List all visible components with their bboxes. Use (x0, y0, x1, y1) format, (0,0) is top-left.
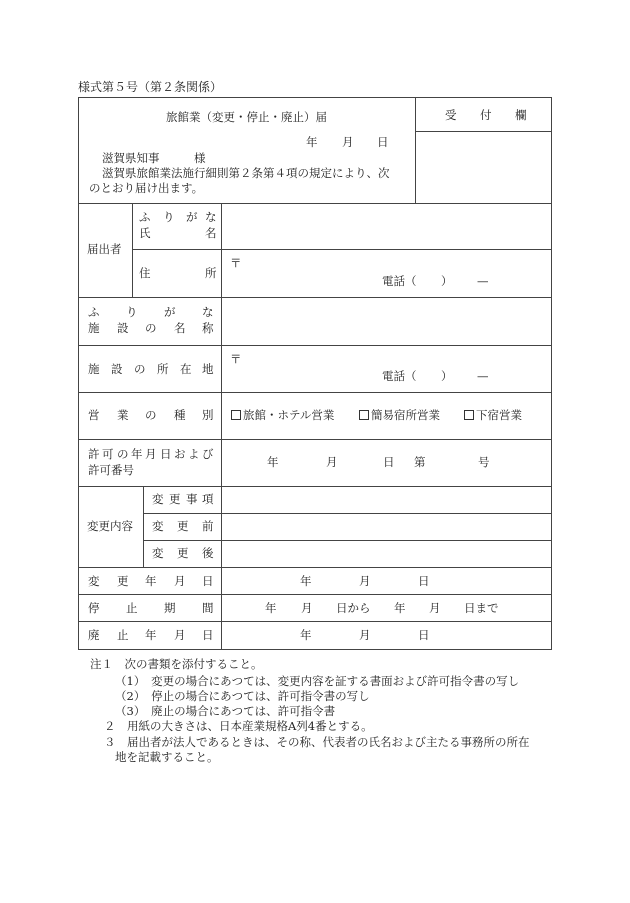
applicant-phone-label: 電話（ (382, 274, 417, 288)
permit-number-label: 許可番号 (88, 463, 134, 477)
reception-label-2: 付 (480, 108, 492, 122)
applicant-furigana-2: り (163, 210, 175, 224)
facility-name-label-4: 名 (174, 321, 186, 335)
date-year: 年 (306, 135, 318, 149)
date-month: 月 (342, 135, 354, 149)
permit-no-suffix: 号 (478, 455, 490, 469)
permit-month: 月 (326, 455, 338, 469)
permit-label-8: よ (188, 447, 200, 461)
suspension-label-1: 停 (88, 601, 100, 615)
note-3-line-2: 地を記載すること。 (115, 750, 219, 764)
option-label: 簡易宿所営業 (371, 408, 440, 422)
permit-no-prefix: 第 (414, 455, 426, 469)
change-date-label-3: 年 (145, 574, 157, 588)
checkbox-icon[interactable] (464, 410, 474, 420)
permit-day: 日 (383, 455, 395, 469)
applicant-furigana-4: な (205, 210, 217, 224)
note-1: 注１ 次の書類を添付すること。 (90, 657, 263, 671)
permit-label-9: び (202, 447, 214, 461)
suspension-from-day: 日から (336, 601, 371, 615)
location-phone-paren: ） (441, 369, 453, 383)
applicant-phone-paren: ） (441, 274, 453, 288)
suspension-from-month: 月 (301, 601, 313, 615)
suspension-label-4: 間 (202, 601, 214, 615)
change-date-day: 日 (418, 574, 430, 588)
permit-label-6: 日 (160, 447, 172, 461)
permit-label-7: お (174, 447, 186, 461)
location-label-4: 所 (157, 362, 169, 376)
option-label: 旅館・ホテル営業 (243, 408, 335, 422)
business-type-label-1: 営 (88, 408, 100, 422)
suspension-label-2: 止 (126, 601, 138, 615)
suspension-to-day: 日まで (464, 601, 499, 615)
location-postal-mark: 〒 (230, 352, 242, 366)
permit-label-1: 許 (88, 447, 100, 461)
change-date-label-4: 月 (174, 574, 186, 588)
statement-line-2: のとおり届け出ます。 (89, 181, 204, 195)
business-option-boarding[interactable] (464, 410, 522, 422)
abolition-label-4: 月 (174, 628, 186, 642)
abolition-label-5: 日 (202, 628, 214, 642)
applicant-furigana-1: ふ (139, 210, 151, 224)
facility-furigana-1: ふ (88, 305, 100, 319)
checkbox-icon[interactable] (231, 410, 241, 420)
facility-name-label-5: 称 (202, 321, 214, 335)
change-before-3: 前 (202, 519, 214, 533)
change-item-2: 更 (169, 492, 181, 506)
suspension-to-year: 年 (394, 601, 406, 615)
change-item-3: 事 (186, 492, 198, 506)
addressee: 滋賀県知事 様 (102, 151, 206, 165)
suspension-to-month: 月 (429, 601, 441, 615)
permit-year: 年 (267, 455, 279, 469)
facility-name-label-1: 施 (88, 321, 100, 335)
date-day: 日 (377, 135, 389, 149)
change-item-1: 変 (152, 492, 164, 506)
abolition-label-2: 止 (117, 628, 129, 642)
note-3-line-1: ３ 届出者が法人であるときは、その称、代表者の氏名および主たる事務所の所在 (104, 735, 530, 749)
change-before-2: 更 (177, 519, 189, 533)
business-type-label-2: 業 (117, 408, 129, 422)
change-after-2: 更 (177, 546, 189, 560)
permit-label-2: 可 (102, 447, 114, 461)
note-1-2: （2） 停止の場合にあつては、許可指令書の写し (115, 689, 370, 703)
business-type-label-3: の (145, 408, 157, 422)
change-date-month: 月 (359, 574, 371, 588)
change-date-label-1: 変 (88, 574, 100, 588)
applicant-phone-dash: — (477, 274, 489, 288)
reception-label-3: 欄 (515, 108, 527, 122)
abolition-year: 年 (300, 628, 312, 642)
reception-label-1: 受 (445, 108, 457, 122)
change-date-label-2: 更 (117, 574, 129, 588)
applicant-name-label-1: 氏 (139, 226, 151, 240)
applicant-furigana-3: が (186, 210, 198, 224)
permit-label-4: 年 (131, 447, 143, 461)
location-label-3: の (134, 362, 146, 376)
location-label-1: 施 (88, 362, 100, 376)
change-date-label-5: 日 (202, 574, 214, 588)
facility-name-label-2: 設 (117, 321, 129, 335)
abolition-month: 月 (359, 628, 371, 642)
suspension-from-year: 年 (265, 601, 277, 615)
checkbox-icon[interactable] (359, 410, 369, 420)
change-item-4: 項 (202, 492, 214, 506)
business-type-label-5: 別 (202, 408, 214, 422)
location-phone-dash: — (477, 369, 489, 383)
abolition-label-3: 年 (145, 628, 157, 642)
applicant-address-label-2: 所 (205, 266, 217, 280)
note-1-1: （1） 変更の場合にあつては、変更内容を証する書面および許可指令書の写し (115, 674, 520, 688)
applicant-label: 届出者 (87, 242, 122, 256)
facility-furigana-3: が (164, 305, 176, 319)
change-after-1: 変 (152, 546, 164, 560)
suspension-label-3: 期 (164, 601, 176, 615)
location-label-6: 地 (202, 362, 214, 376)
abolition-day: 日 (418, 628, 430, 642)
applicant-address-label-1: 住 (139, 266, 151, 280)
note-1-3: （3） 廃止の場合にあつては、許可指令書 (115, 704, 336, 718)
change-label: 変更内容 (87, 519, 133, 533)
change-after-3: 後 (202, 546, 214, 560)
permit-label-5: 月 (145, 447, 157, 461)
change-before-1: 変 (152, 519, 164, 533)
permit-label-3: の (117, 447, 129, 461)
change-date-year: 年 (300, 574, 312, 588)
location-label-5: 在 (180, 362, 192, 376)
business-type-label-4: 種 (174, 408, 186, 422)
location-label-2: 設 (111, 362, 123, 376)
business-option-simple-lodging[interactable] (359, 410, 440, 422)
facility-name-label-3: の (145, 321, 157, 335)
form-number: 様式第５号（第２条関係） (78, 80, 223, 94)
abolition-label-1: 廃 (88, 628, 100, 642)
form-title: 旅館業（変更・停止・廃止）届 (166, 110, 327, 124)
applicant-postal-mark: 〒 (230, 256, 242, 270)
facility-furigana-2: り (126, 305, 138, 319)
location-phone-label: 電話（ (382, 369, 417, 383)
facility-furigana-4: な (202, 305, 214, 319)
note-2: ２ 用紙の大きさは、日本産業規格A列4番とする。 (104, 719, 373, 733)
option-label: 下宿営業 (476, 408, 522, 422)
statement-line-1: 滋賀県旅館業法施行細則第２条第４項の規定により、次 (102, 166, 390, 180)
business-option-ryokan-hotel[interactable] (231, 410, 334, 422)
applicant-name-label-2: 名 (205, 226, 217, 240)
